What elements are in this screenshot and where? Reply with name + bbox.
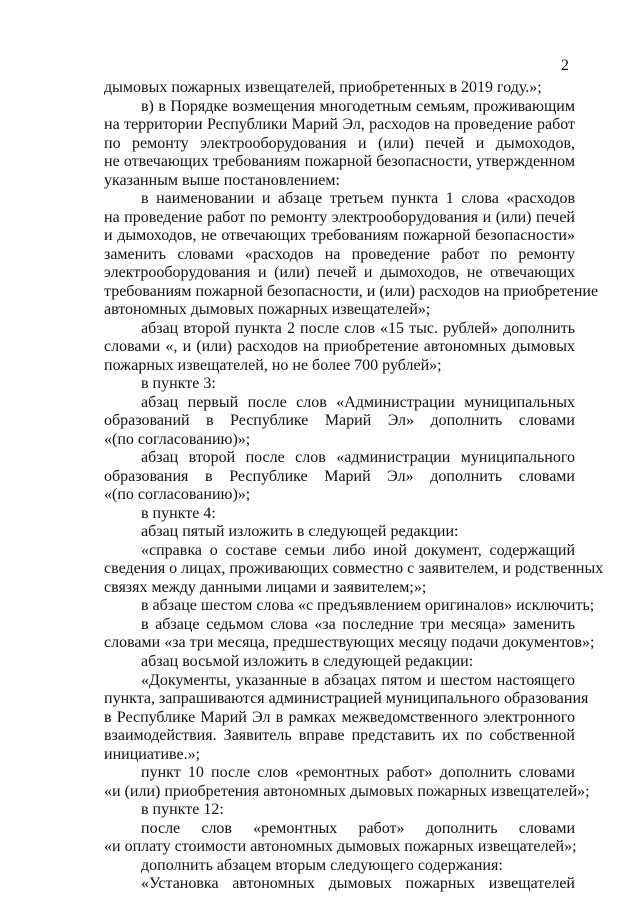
text-line: образования в Республике Марий Эл» дополнить словами: [104, 467, 575, 485]
text-line: в абзаце шестом слова «с предъявлением оригиналов» исключить;: [141, 597, 595, 615]
text-line: абзац второй пункта 2 после слов «15 тыс. рублей» дополнить: [141, 319, 575, 337]
text-line: на территории Республики Марий Эл, расходов на проведение работ: [104, 116, 575, 134]
text-line: «Установка автономных дымовых пожарных извещателей: [141, 875, 575, 893]
text-line: в) в Порядке возмещения многодетным семьям, проживающим: [141, 97, 575, 115]
text-line: словами «за три месяца, предшествующих месяцу подачи документов»;: [104, 634, 595, 652]
text-line: указанным выше постановлением:: [104, 171, 340, 189]
text-line: «(по согласованию)»;: [104, 430, 251, 448]
text-line: в Республике Марий Эл в рамках межведомственного электронного: [104, 708, 575, 726]
text-line: «(по согласованию)»;: [104, 486, 251, 504]
text-line: взаимодействия. Заявитель вправе представить их по собственной: [104, 727, 575, 745]
text-line: пожарных извещателей, но не более 700 рублей»;: [104, 356, 442, 374]
text-line: «и (или) приобретения автономных дымовых пожарных извещателей»;: [104, 782, 590, 800]
text-line: связях между данными лицами и заявителем;»;: [104, 578, 427, 596]
text-line: абзац пятый изложить в следующей редакции:: [141, 523, 459, 541]
text-line: в наименовании и абзаце третьем пункта 1 слова «расходов: [141, 190, 575, 208]
text-line: в абзаце седьмом слова «за последние три месяца» заменить: [141, 615, 575, 633]
text-line: требованиям пожарной безопасности, и (или) расходов на приобретение: [104, 282, 599, 300]
text-line: пункт 10 после слов «ремонтных работ» дополнить словами: [141, 764, 575, 782]
text-line: «справка о составе семьи либо иной документ, содержащий: [141, 541, 575, 559]
text-line: образований в Республике Марий Эл» дополнить словами: [104, 412, 575, 430]
text-line: «и оплату стоимости автономных дымовых пожарных извещателей»;: [104, 838, 577, 856]
text-line: дымовых пожарных извещателей, приобретенных в 2019 году.»;: [104, 79, 542, 96]
text-line: словами «, и (или) расходов на приобретение автономных дымовых: [104, 338, 575, 356]
document-body: [104, 79, 604, 894]
text-line: заменить словами «расходов на проведение работ по ремонту: [104, 245, 575, 263]
text-line: абзац восьмой изложить в следующей редакции:: [141, 652, 474, 670]
text-line: в пункте 3:: [141, 375, 216, 393]
text-line: «Документы, указанные в абзацах пятом и шестом настоящего: [141, 671, 575, 689]
text-line: на проведение работ по ремонту электрооборудования и (или) печей: [104, 208, 575, 226]
text-line: дополнить абзацем вторым следующего содержания:: [141, 856, 503, 874]
text-line: и дымоходов, не отвечающих требованиям пожарной безопасности»: [104, 227, 575, 245]
page-number: 2: [561, 57, 569, 74]
text-line: сведения о лицах, проживающих совместно с заявителем, и родственных: [104, 560, 604, 578]
text-line: в пункте 4:: [141, 504, 216, 522]
text-line: после слов «ремонтных работ» дополнить словами: [141, 819, 575, 837]
text-line: абзац первый после слов «Администрации муниципальных: [141, 393, 575, 411]
text-line: не отвечающих требованиям пожарной безопасности, утвержденном: [104, 153, 575, 171]
text-line: электрооборудования и (или) печей и дымоходов, не отвечающих: [104, 264, 575, 282]
text-line: по ремонту электрооборудования и (или) печей и дымоходов,: [104, 134, 575, 152]
text-line: в пункте 12:: [141, 801, 224, 819]
text-line: пункта, запрашиваются администрацией муниципального образования: [104, 690, 589, 708]
text-line: инициативе.»;: [104, 745, 201, 763]
text-line: автономных дымовых пожарных извещателей»;: [104, 301, 431, 319]
text-line: абзац второй после слов «администрации муниципального: [141, 449, 575, 467]
